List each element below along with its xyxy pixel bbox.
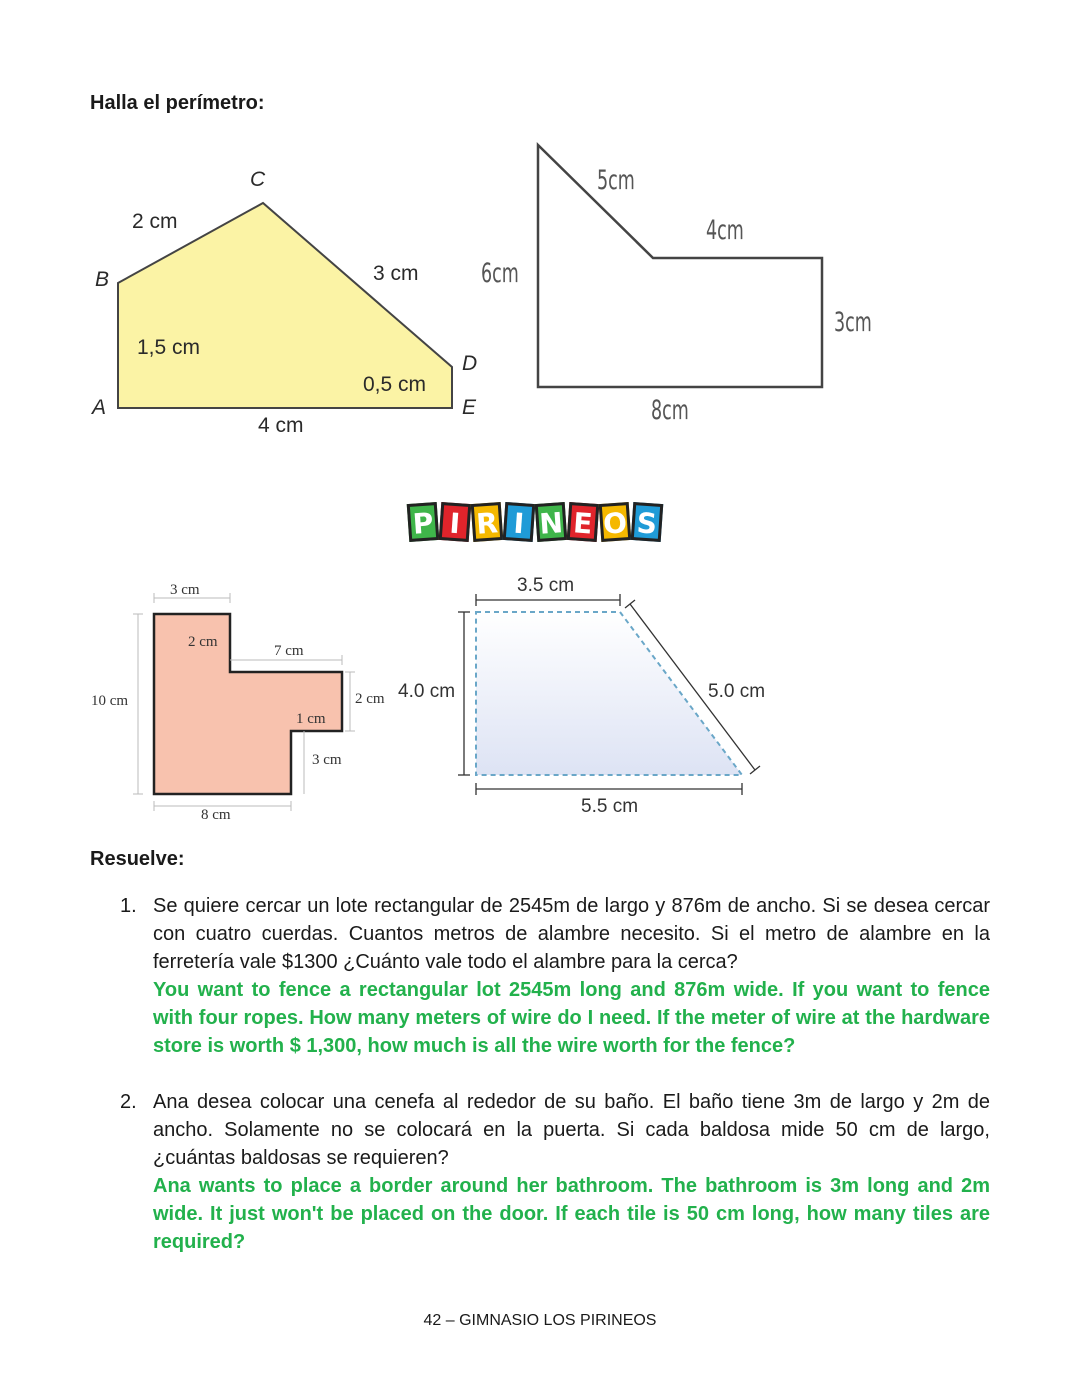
problem-number: 2.	[120, 1091, 137, 1113]
problem-text-es: Ana desea colocar una cenefa al rededor de su baño. El baño tiene 3m de largo y 2m de ancho. Solamente no se colocará en la puerta. Si cada baldosa mide 50 cm de largo, ¿cuántas baldosas se requieren?	[153, 1091, 990, 1169]
problem-number: 1.	[120, 895, 137, 917]
problem-item	[120, 1088, 990, 1256]
trap-bottom-label: 5.5 cm	[581, 796, 639, 817]
problem-text-en: You want to fence a rectangular lot 2545m long and 876m wide. If you want to fence with four ropes. How many meters of wire do I need. If the meter of wire at the hardware store is worth $ 1,300, how much is all the wire worth for the fence?	[153, 979, 990, 1057]
pink-lower-label: 3 cm	[312, 752, 342, 768]
top-label: 4cm	[706, 215, 744, 246]
vertex-e-label: E	[462, 396, 477, 419]
logo-letter: R	[471, 502, 504, 542]
trap-top-label: 3.5 cm	[517, 575, 575, 596]
pink-inner-label: 2 cm	[188, 634, 218, 650]
trap-slant-label: 5.0 cm	[708, 681, 766, 702]
pink-notch-label: 1 cm	[296, 711, 326, 727]
trap-left-label: 4.0 cm	[398, 681, 456, 702]
side-ae-label: 4 cm	[258, 414, 304, 437]
pink-step-label: 7 cm	[274, 643, 304, 659]
side-cd-label: 3 cm	[373, 262, 419, 285]
side-bc-label: 2 cm	[132, 210, 178, 233]
side-ab-label: 1,5 cm	[137, 336, 201, 359]
pink-right-label: 2 cm	[355, 691, 385, 707]
vertex-b-label: B	[95, 268, 110, 291]
l-shape-diagonal	[538, 145, 822, 387]
bottom-label: 8cm	[651, 395, 689, 426]
logo-letter: S	[631, 502, 664, 542]
vertex-c-label: C	[250, 168, 266, 191]
pirineos-logo	[408, 503, 662, 541]
logo-letter: I	[439, 502, 472, 542]
side-de-label: 0,5 cm	[363, 373, 427, 396]
left-label: 6cm	[481, 258, 519, 289]
logo-letter: N	[535, 502, 568, 542]
right-label: 3cm	[834, 307, 872, 338]
vertex-d-label: D	[462, 352, 478, 375]
problem-list	[120, 892, 990, 1284]
diag-label: 5cm	[597, 165, 635, 196]
logo-letter: E	[567, 502, 600, 542]
pink-left-label: 10 cm	[91, 693, 129, 709]
problem-text-en: Ana wants to place a border around her bathroom. The bathroom is 3m long and 2m wide. It just won't be placed on the door. If each tile is 50 cm long, how many tiles are required?	[153, 1175, 990, 1253]
vertex-a-label: A	[92, 396, 107, 419]
pink-bottom-label: 8 cm	[201, 807, 231, 823]
problem-item	[120, 892, 990, 1060]
logo-letter: P	[407, 502, 440, 542]
trapezoid-shape	[476, 612, 742, 775]
page-footer: 42 – GIMNASIO LOS PIRINEOS	[423, 1312, 657, 1329]
logo-letter: O	[599, 502, 632, 542]
problem-text-es: Se quiere cercar un lote rectangular de 2545m de largo y 876m de ancho. Si se desea cercar con cuatro cuerdas. Cuantos metros de alambre necesito. Si el metro de alambre en la ferretería vale $1300 ¿Cuánto vale todo el alambre para la cerca?	[153, 895, 990, 973]
section-heading: Resuelve:	[90, 848, 185, 870]
pink-top-label: 3 cm	[170, 582, 200, 598]
page-title: Halla el perímetro:	[90, 92, 265, 114]
logo-letter: I	[503, 502, 536, 542]
